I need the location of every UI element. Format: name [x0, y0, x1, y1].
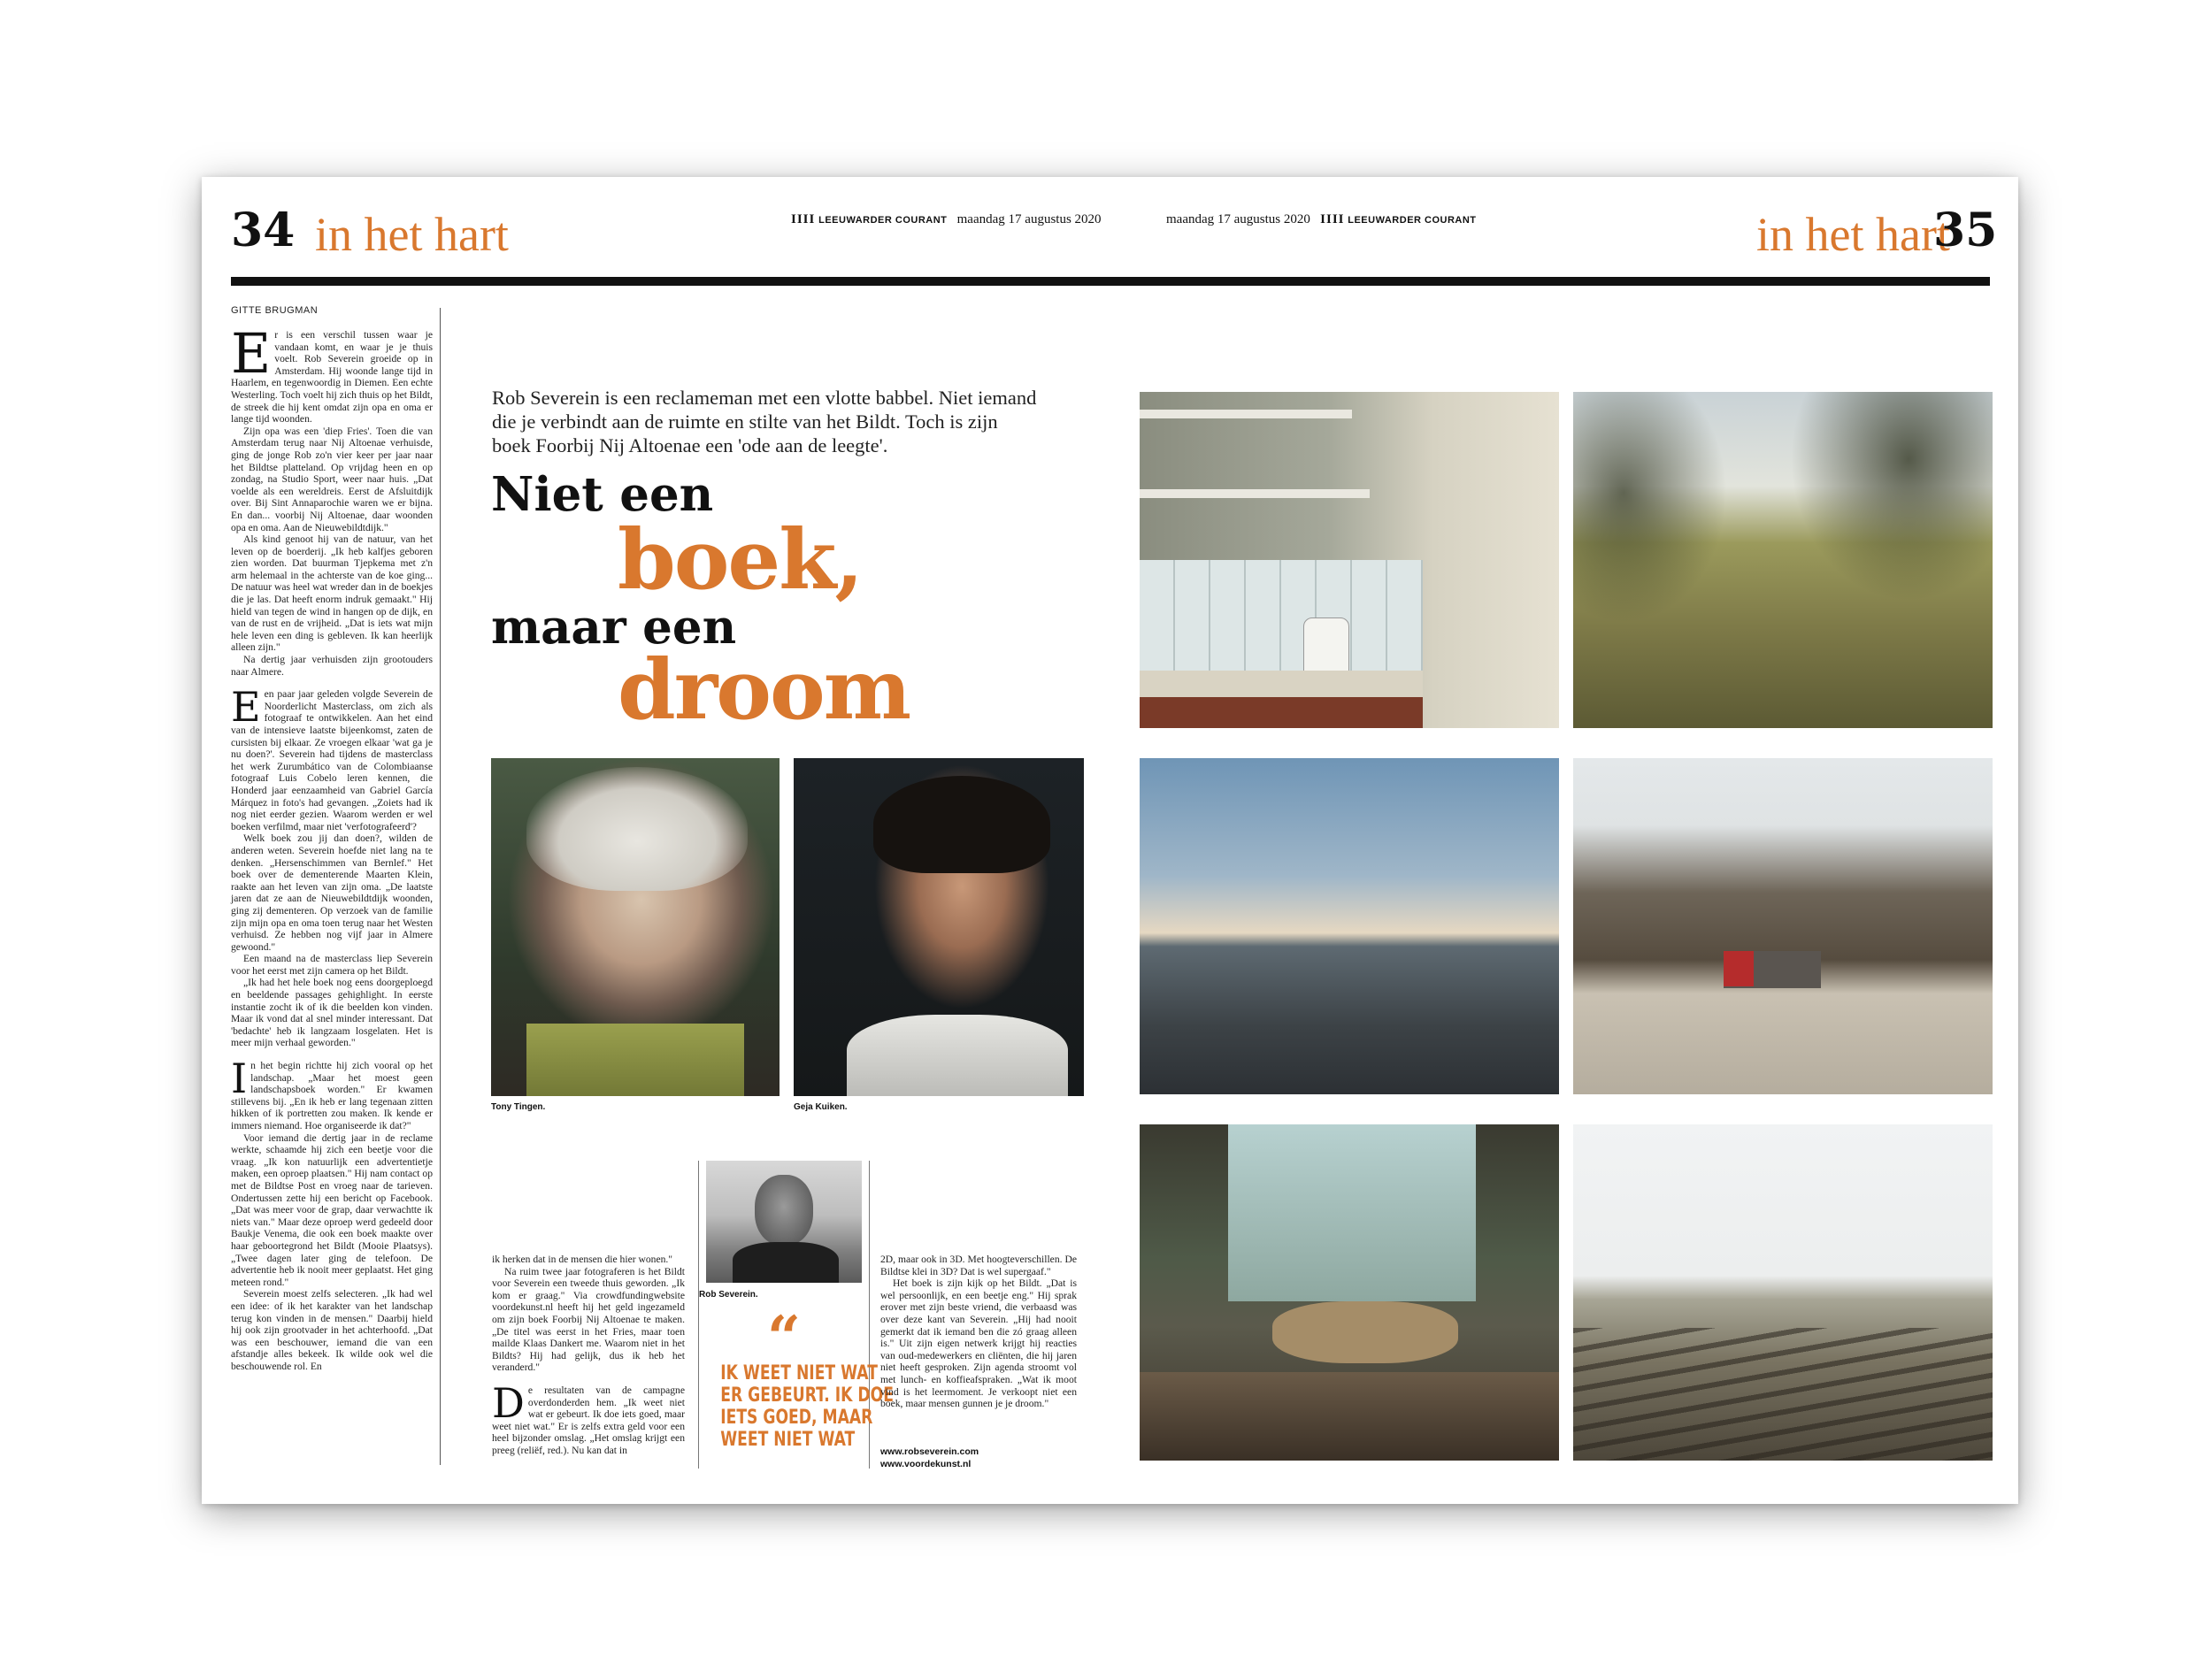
folio-date-right: maandag 17 augustus 2020 — [1166, 212, 1310, 226]
drop-cap: D — [492, 1378, 525, 1427]
article-column-1 — [231, 321, 433, 1372]
author-photo — [706, 1161, 862, 1283]
folio-left — [791, 212, 1102, 227]
object — [1272, 1301, 1458, 1363]
pull-quote: IK WEET NIET WAT ER GEBEURT. IK DOE IETS GOED, MAAR WEET NIET WAT — [720, 1362, 894, 1451]
section-title-right: in het hart — [1756, 208, 1950, 261]
page-number-left: 34 — [231, 203, 296, 257]
paragraph: Na dertig jaar verhuisden zijn grootouders naar Almere. — [231, 654, 433, 678]
portrait-photo-2 — [794, 758, 1084, 1096]
folio-right — [1166, 212, 1477, 227]
caption-portrait-2: Geja Kuiken. — [794, 1102, 848, 1112]
byline: GITTE BRUGMAN — [231, 305, 319, 316]
counter — [1140, 671, 1423, 697]
drop-cap: E — [231, 683, 261, 732]
paragraph: De resultaten van de campagne overdonderden hem. „Ik weet niet wat er gebeurt. Ik doe iets goed, maar weet niet wat." Er is zelfs extra geld voor een heel bijzonder omslag. „Het omslag krijgt een preeg (reliëf, red.). Nu kan dat in — [492, 1378, 685, 1456]
web-links — [880, 1446, 979, 1470]
folio-paper-right: LEEUWARDER COURANT — [1348, 215, 1477, 226]
head — [755, 1175, 813, 1246]
column-separator — [440, 308, 441, 1465]
caption-portrait-1: Tony Tingen. — [491, 1102, 546, 1112]
shelf — [1140, 410, 1352, 418]
link-robseverein[interactable]: www.robseverein.com — [880, 1446, 979, 1457]
paragraph: „Ik had het hele boek nog eens doorgeploegd en beeldende passages gehighlight. In eerste instantie zocht ik of ik die beelden kon vinden. Maar ik vond dat al snel minder interessant. Dat 'bedachte' heb ik langzaam losgelaten. Het is meer mijn verhaal geworden." — [231, 977, 433, 1049]
photo-mudflats — [1140, 758, 1559, 1094]
hair — [526, 767, 748, 891]
pull-quote-box — [698, 1161, 894, 1469]
caption-author: Rob Severein. — [699, 1290, 758, 1300]
headline-line-2: boek, — [618, 511, 863, 609]
article-column-3 — [880, 1254, 1077, 1410]
shirt — [847, 1015, 1068, 1096]
jacket — [733, 1242, 839, 1283]
photo-tree-row-trailer — [1573, 758, 1993, 1094]
section-title-left: in het hart — [315, 208, 509, 261]
header-rule — [231, 277, 1990, 286]
folio-bars-right: IIII — [1320, 212, 1345, 226]
paragraph: ik herken dat in de mensen die hier wonen." — [492, 1254, 673, 1265]
quote-mark: “ — [767, 1303, 801, 1372]
folio-bars-left: IIII — [791, 212, 816, 226]
paragraph: Een paar jaar geleden volgde Severein de Noorderlicht Masterclass, om zich als fotograaf te ontwikkelen. Aan het eind van de intensieve laatste bijeenkomst, zaten de cursisten bij elkaar. Ze vroegen elkaar 'wat ga je nu doen?'. Severein had tijdens de masterclass het werk Zurumbático van de Colombiaanse fotograaf Luis Cobelo leren kennen, die Honderd jaar eenzaamheid van Gabriel García Márquez in foto's had gevangen. „Zoiets had ik nog niet eerder gezien. Waarom werden er wel boeken verfilmd, maar niet 'verfotografeerd'? — [231, 683, 433, 832]
paragraph: Een maand na de masterclass liep Severein voor het eerst met zijn camera op het Bildt. — [231, 953, 433, 977]
paragraph: 2D, maar ook in 3D. Met hoogteverschillen. De Bildtse klei in 3D? Dat is wel supergaaf." — [880, 1254, 1077, 1277]
link-voordekunst[interactable]: www.voordekunst.nl — [880, 1459, 972, 1469]
tractor-tracks — [1573, 1328, 1993, 1461]
kettle — [1303, 617, 1349, 677]
paragraph: In het begin richtte hij zich vooral op het landschap. „Maar het moest geen landschapsboek worden." Er kwamen stillevens bij. „En ik heb er lang tegenaan zitten hikken of ik portretten zou maken. Ik kende er immers niemand. Hoe organiseerde ik dat?" — [231, 1055, 433, 1131]
trailer-cab — [1724, 951, 1754, 986]
cabinet — [1140, 697, 1423, 728]
headline-line-3: maar een — [491, 600, 737, 655]
paragraph: Severein moest zelfs selecteren. „Ik had wel een idee: of ik het karakter van het landschap terug kon vinden in de mensen." Daarbij hield hij ook zijn grootvader in het achterhoofd. „Dat was een beschouwer, iemand die van een afstandje alles bekeek. Ik wilde ook wel die beschouwende rol. En — [231, 1288, 433, 1372]
article-column-2 — [492, 1254, 685, 1457]
paragraph: Na ruim twee jaar fotograferen is het Bildt voor Severein een tweede thuis geworden. „Ik kom er graag." Via crowdfundingwebsite voordekunst.nl heeft hij het geld ingezameld om zijn boek Foorbij Nij Altoenae te maken. „De titel was eerst in het Fries, maar toen mailde Klaas Dankert me. Waarom niet in het Bildts? Hij had gelijk, dus ik heb het veranderd." — [492, 1265, 685, 1374]
shirt — [526, 1024, 744, 1096]
folio-date-left: maandag 17 augustus 2020 — [956, 212, 1102, 226]
shelf — [1140, 489, 1370, 498]
hair — [873, 776, 1050, 873]
intro-text: Rob Severein is een reclameman met een vlotte babbel. Niet iemand die je verbindt aan de ruimte en stilte van het Bildt. Toch is zijn boek Foorbij Nij Altoenae een 'ode aan de leegte'. — [492, 387, 1037, 456]
drop-cap: I — [231, 1055, 248, 1103]
drop-cap: E — [231, 321, 272, 386]
photo-trees-landscape — [1573, 392, 1993, 728]
tree-branches — [1573, 392, 1993, 728]
paragraph: Zijn opa was een 'diep Fries'. Toen die van Amsterdam terug naar Nij Altoenae verhuisde, ging de jonge Rob zo'n vier keer per jaar naar het Bildtse platteland. Op vrijdag heen en op zondag, na Studio Sport, weer naar huis. „Dat voelde als een wereldreis. Eerst de Afsluitdijk over. Bij Sint Annaparochie waren we er bijna. En dan... voorbij Nij Altoenae, daar woonden opa en oma. Aan de Nieuwebildtdijk." — [231, 425, 433, 533]
tiles — [1140, 560, 1423, 675]
paragraph: Voor iemand die dertig jaar in de reclame werkte, schaamde hij zich een beetje voor die vraag. „Ik kon natuurlijk een advertentietje maken, een oproep plaatsen." Hij nam contact op met de Bildtse Post en vroeg naar de tarieven. Ondertussen zette hij een bericht op Facebook. „Dat was meer voor de grap, daar verwachtte ik niets van." Maar deze oproep werd gedeeld door Baukje Venema, die ook een boek maakte over haar geboortegrond het Bildt (Mooie Plaatsys). „Twee dagen later ging de telefoon. De advertentie heb ik nooit meer geplaatst. Het ging meteen rond." — [231, 1131, 433, 1288]
paragraph: Het boek is zijn kijk op het Bildt. „Dat is wel persoonlijk, en een beetje eng." Hij sprak erover met zijn beste vriend, die verbaasd was over deze kant van Severein. „Hij had nooit gemerkt dat ik iemand ben die zó graag alleen is." Uit zijn eigen netwerk krijgt hij reacties van oud-medewerkers en cliënten, die hij jaren niet heeft gesproken. Zijn agenda stroomt vol met lunch- en koffieafspraken. „Wat ik moot vind is het leermoment. Je verkoopt niet een boek, maar mensen gunnen je je droom." — [880, 1277, 1077, 1410]
window — [1228, 1124, 1476, 1301]
page-number-right: 35 — [1933, 203, 1998, 257]
portrait-photo-1 — [491, 758, 780, 1096]
paragraph: Welk boek zou jij dan doen?, wilden de anderen weten. Severein hoefde niet lang na te denken. „Hersenschimmen van Bernlef." Het boek over de dementerende Maarten Klein, raakte aan het leven van zijn oma. „De laatste jaren dat ze aan de Nieuwebildtdijk woonden, ging zij dementeren. Op verzoek van de familie zijn mijn opa en oma toen terug naar het Westen verhuisd. Ze hebben nog vijf jaar in Almere gewoond." — [231, 832, 433, 953]
newspaper-spread — [202, 177, 2018, 1504]
paragraph: Als kind genoot hij van de natuur, van het leven op de boerderij. „Ik heb kalfjes geboren zien worden. Dat buurman Tjepkema met z'n arm helemaal in the achterste van de koe ging... De natuur was heel wat wreder dan in de boekjes die je las. Dat heeft enorm indruk gemaakt." Hij hield van tegen de wind in hangen op de dijk, en van de rust en de vrijheid. „Dat is iets wat mijn hele leven een ding is gebleven. Ik kan heerlijk alleen zijn." — [231, 533, 433, 654]
sill — [1140, 1372, 1559, 1461]
headline-line-1: Niet een — [491, 467, 714, 522]
paragraph: Er is een verschil tussen waar je vandaan komt, en waar je je thuis voelt. Rob Severein groeide op in Amsterdam. Hij woonde lange tijd in Haarlem, en tegenwoordig in Diemen. Een echte Westerling. Toch voelt hij zich thuis op het Bildt, de streek die hij kent omdat zijn opa en oma er lange tijd woonden. — [231, 321, 433, 426]
folio-paper-left: LEEUWARDER COURANT — [818, 215, 948, 226]
headline-line-4: droom — [618, 641, 910, 739]
photo-field-tracks — [1573, 1124, 1993, 1461]
photo-kitchen — [1140, 392, 1559, 728]
photo-window-still-life — [1140, 1124, 1559, 1461]
